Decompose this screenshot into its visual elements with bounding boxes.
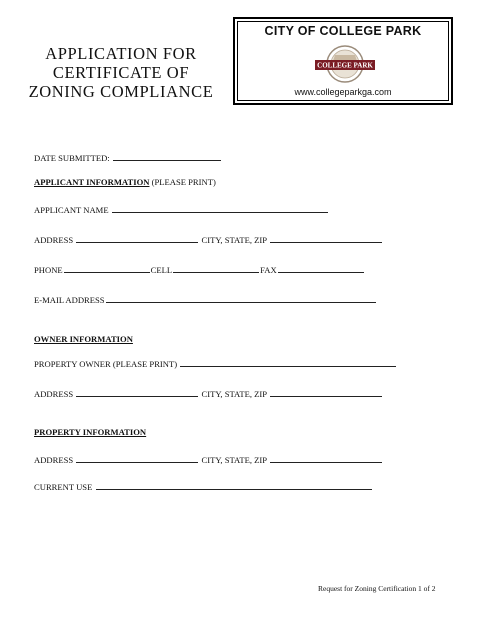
date-submitted-label: DATE SUBMITTED:: [34, 153, 110, 163]
owner-city-state-zip-label: CITY, STATE, ZIP: [201, 389, 267, 399]
property-city-state-zip-field[interactable]: [270, 454, 382, 463]
date-submitted-field[interactable]: [113, 152, 221, 161]
applicant-city-state-zip-field[interactable]: [270, 234, 382, 243]
city-logo-box: [233, 17, 453, 105]
current-use-row: [34, 481, 373, 492]
form-title: [26, 44, 216, 101]
fax-label: FAX: [260, 265, 277, 275]
email-row: [34, 294, 377, 305]
applicant-address-field[interactable]: [76, 234, 198, 243]
applicant-info-heading: APPLICANT INFORMATION: [34, 177, 150, 187]
property-heading-row: [34, 427, 146, 437]
applicant-name-row: [34, 204, 329, 215]
email-field[interactable]: [106, 294, 376, 303]
phone-label: PHONE: [34, 265, 63, 275]
date-submitted-row: [34, 152, 222, 163]
logo-banner-text: COLLEGE PARK: [317, 61, 373, 70]
page-footer: Request for Zoning Certification 1 of 2: [318, 584, 436, 593]
title-line-1: APPLICATION FOR: [45, 44, 197, 63]
property-address-row: [34, 454, 383, 465]
property-city-state-zip-label: CITY, STATE, ZIP: [201, 455, 267, 465]
property-owner-label: PROPERTY OWNER (PLEASE PRINT): [34, 359, 178, 369]
title-line-2: CERTIFICATE OF: [52, 63, 190, 82]
property-info-heading: PROPERTY INFORMATION: [34, 427, 147, 437]
owner-address-label: ADDRESS: [34, 389, 74, 399]
owner-heading-row: [34, 334, 133, 344]
owner-address-field[interactable]: [76, 388, 198, 397]
applicant-address-row: [34, 234, 383, 245]
cell-field[interactable]: [173, 264, 259, 273]
current-use-label: CURRENT USE: [34, 482, 93, 492]
property-address-field[interactable]: [76, 454, 198, 463]
property-owner-row: [34, 358, 397, 369]
property-address-label: ADDRESS: [34, 455, 74, 465]
fax-field[interactable]: [278, 264, 364, 273]
address-label: ADDRESS: [34, 235, 74, 245]
phone-field[interactable]: [64, 264, 150, 273]
owner-info-heading: OWNER INFORMATION: [34, 334, 133, 344]
college-park-emblem-icon: [311, 43, 379, 87]
email-label: E-MAIL ADDRESS: [34, 295, 105, 305]
title-line-3: ZONING COMPLIANCE: [28, 82, 214, 101]
cell-label: CELL: [150, 265, 173, 275]
applicant-print-note: (PLEASE PRINT): [151, 177, 216, 187]
logo-url: www.collegeparkga.com: [294, 87, 392, 97]
owner-city-state-zip-field[interactable]: [270, 388, 382, 397]
city-state-zip-label: CITY, STATE, ZIP: [201, 235, 267, 245]
logo-city-name: CITY OF COLLEGE PARK: [264, 24, 422, 38]
current-use-field[interactable]: [96, 481, 372, 490]
phone-row: [34, 264, 365, 275]
property-owner-field[interactable]: [180, 358, 396, 367]
applicant-name-label: APPLICANT NAME: [34, 205, 109, 215]
owner-address-row: [34, 388, 383, 399]
applicant-heading-row: [34, 177, 216, 187]
applicant-name-field[interactable]: [112, 204, 328, 213]
